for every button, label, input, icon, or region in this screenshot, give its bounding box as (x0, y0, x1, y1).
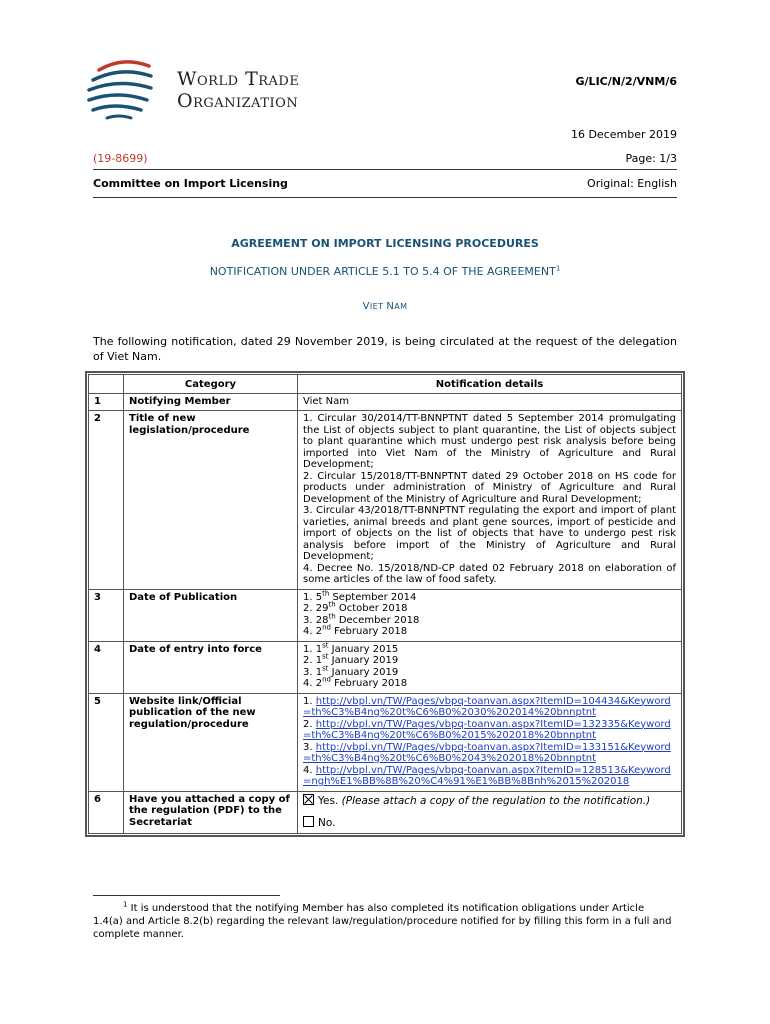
country-cap-v: V (362, 301, 370, 312)
table-row (89, 393, 682, 411)
footnote-ref[interactable]: 1 (555, 264, 561, 273)
legislation-item: 3. Circular 43/2018/TT-BNNPTNT regulating the export and import of plant varieties, animal breeds and plant gene sources, import of pesticide and import of objects on the list of objects that have to undergo pest risk analysis before import of the Ministry of Agriculture and Rural Development; (303, 505, 676, 562)
row-details (298, 693, 682, 791)
attachment-no-option (303, 816, 676, 830)
row-category: Have you attached a copy of the regulation (PDF) to the Secretariat (124, 791, 298, 833)
logo-line-2: Organization (177, 90, 299, 112)
row-number: 2 (89, 411, 124, 590)
intro-paragraph: The following notification, dated 29 November 2019, is being circulated at the request of the delegation of Viet Nam. (93, 335, 677, 363)
header-divider-top (93, 169, 677, 170)
table-header-row (89, 375, 682, 394)
regulation-link-1[interactable]: http://vbpl.vn/TW/Pages/vbpq-toanvan.aspx?ItemID=104434&Keyword=th%C3%B4ng%20t%C6%B0%2030%202014%20bnnptnt (303, 695, 671, 718)
regulation-link-2[interactable]: http://vbpl.vn/TW/Pages/vbpq-toanvan.aspx?ItemID=132335&Keyword=th%C3%B4ng%20t%C6%B0%2015%202018%20bnnptnt (303, 718, 671, 741)
legislation-item: 4. Decree No. 15/2018/ND-CP dated 02 February 2018 on elaboration of some articles of the law of food safety. (303, 562, 676, 585)
table-row (89, 791, 682, 833)
footnote (93, 902, 677, 941)
row-details (298, 791, 682, 833)
document-number: (19-8699) (93, 152, 148, 165)
row-number: 1 (89, 393, 124, 411)
row-details (298, 641, 682, 693)
original-language: Original: English (587, 177, 677, 190)
row-number: 3 (89, 589, 124, 641)
website-link-item: 4. http://vbpl.vn/TW/Pages/vbpq-toanvan.aspx?ItemID=128513&Keyword=ngh%E1%BB%8B%20%C4%91%E1%BB%8Bnh%2015%202018 (303, 764, 671, 787)
country-rest-2: AM (394, 302, 408, 311)
row-category: Date of entry into force (124, 641, 298, 693)
date-item: 3. 1st January 2019 (303, 664, 399, 678)
table-row (89, 589, 682, 641)
row-details: Viet Nam (298, 393, 682, 411)
date-item: 1. 5th September 2014 (303, 589, 417, 603)
regulation-link-4[interactable]: http://vbpl.vn/TW/Pages/vbpq-toanvan.aspx?ItemID=128513&Keyword=ngh%E1%BB%8B%20%C4%91%E1%BB%8Bnh%2015%202018 (303, 764, 671, 787)
logo-line-1: World Trade (177, 68, 300, 90)
page-indicator: Page: 1/3 (625, 152, 677, 165)
row-category: Notifying Member (124, 393, 298, 411)
row-details (298, 411, 682, 590)
wto-logo (85, 58, 345, 124)
attachment-yes-option (303, 794, 676, 808)
table-row (89, 411, 682, 590)
date-item: 2. 1st January 2019 (303, 652, 399, 666)
document-symbol: G/LIC/N/2/VNM/6 (575, 75, 677, 88)
notification-table (88, 374, 682, 834)
no-checkbox[interactable] (303, 816, 314, 827)
website-link-item: 1. http://vbpl.vn/TW/Pages/vbpq-toanvan.aspx?ItemID=104434&Keyword=th%C3%B4ng%20t%C6%B0%2030%202014%20bnnptnt (303, 695, 671, 718)
committee-name: Committee on Import Licensing (93, 177, 288, 190)
row-number: 4 (89, 641, 124, 693)
wto-emblem-icon (85, 58, 165, 124)
footnote-text: It is understood that the notifying Member has also completed its notification obligations under Article 1.4(a) and Article 8.2(b) regarding the relevant law/regulation/procedure notified for by filling this form in a full and complete manner. (93, 903, 672, 940)
row-number: 6 (89, 791, 124, 833)
table-row (89, 693, 682, 791)
yes-label: Yes. (318, 794, 339, 807)
header-divider-bottom (93, 197, 677, 198)
yes-checkbox[interactable] (303, 794, 314, 805)
row-category: Date of Publication (124, 589, 298, 641)
legislation-item: 2. Circular 15/2018/TT-BNNPTNT dated 29 October 2018 on HS code for products under administration of Ministry of Agriculture and Rural Development of the Ministry of Agriculture and Rural Development; (303, 470, 676, 505)
table-row (89, 641, 682, 693)
header-number-cell (89, 375, 124, 394)
footnote-mark: 1 (123, 900, 128, 909)
regulation-link-3[interactable]: http://vbpl.vn/TW/Pages/vbpq-toanvan.aspx?ItemID=133151&Keyword=th%C3%B4ng%20t%C6%B0%2043%202018%20bnnptnt (303, 741, 671, 764)
date-item: 1. 1st January 2015 (303, 641, 399, 655)
date-item: 4. 2nd February 2018 (303, 623, 408, 637)
header-details: Notification details (298, 375, 682, 394)
row-category: Website link/Official publication of the new regulation/procedure (124, 693, 298, 791)
country-rest-1: IET (369, 302, 387, 311)
yes-note: (Please attach a copy of the regulation to the notification.) (341, 794, 651, 807)
header-category: Category (124, 375, 298, 394)
document-date: 16 December 2019 (570, 128, 677, 141)
row-category: Title of new legislation/procedure (124, 411, 298, 590)
agreement-title: AGREEMENT ON IMPORT LICENSING PROCEDURES (231, 237, 539, 250)
website-link-item: 3. http://vbpl.vn/TW/Pages/vbpq-toanvan.aspx?ItemID=133151&Keyword=th%C3%B4ng%20t%C6%B0%2043%202018%20bnnptnt (303, 741, 671, 764)
row-number: 5 (89, 693, 124, 791)
no-label: No. (318, 817, 336, 829)
legislation-item: 1. Circular 30/2014/TT-BNNPTNT dated 5 September 2014 promulgating the List of objects subject to plant quarantine, the List of objects subject to plant quarantine which must undergo pest risk analysis before being imported into Viet Nam of the Ministry of Agriculture and Rural Development; (303, 413, 676, 470)
website-link-item: 2. http://vbpl.vn/TW/Pages/vbpq-toanvan.aspx?ItemID=132335&Keyword=th%C3%B4ng%20t%C6%B0%2015%202018%20bnnptnt (303, 718, 671, 741)
row-details (298, 589, 682, 641)
date-item: 3. 28th December 2018 (303, 612, 420, 626)
date-item: 4. 2nd February 2018 (303, 675, 408, 689)
logo-wordmark (177, 68, 299, 112)
country-cap-n: N (386, 301, 395, 312)
footnote-divider (93, 895, 280, 896)
member-name-heading (93, 301, 677, 312)
date-item: 2. 29th October 2018 (303, 600, 408, 614)
notification-title (93, 265, 677, 278)
notification-title-text: NOTIFICATION UNDER ARTICLE 5.1 TO 5.4 OF THE AGREEMENT (209, 265, 556, 278)
